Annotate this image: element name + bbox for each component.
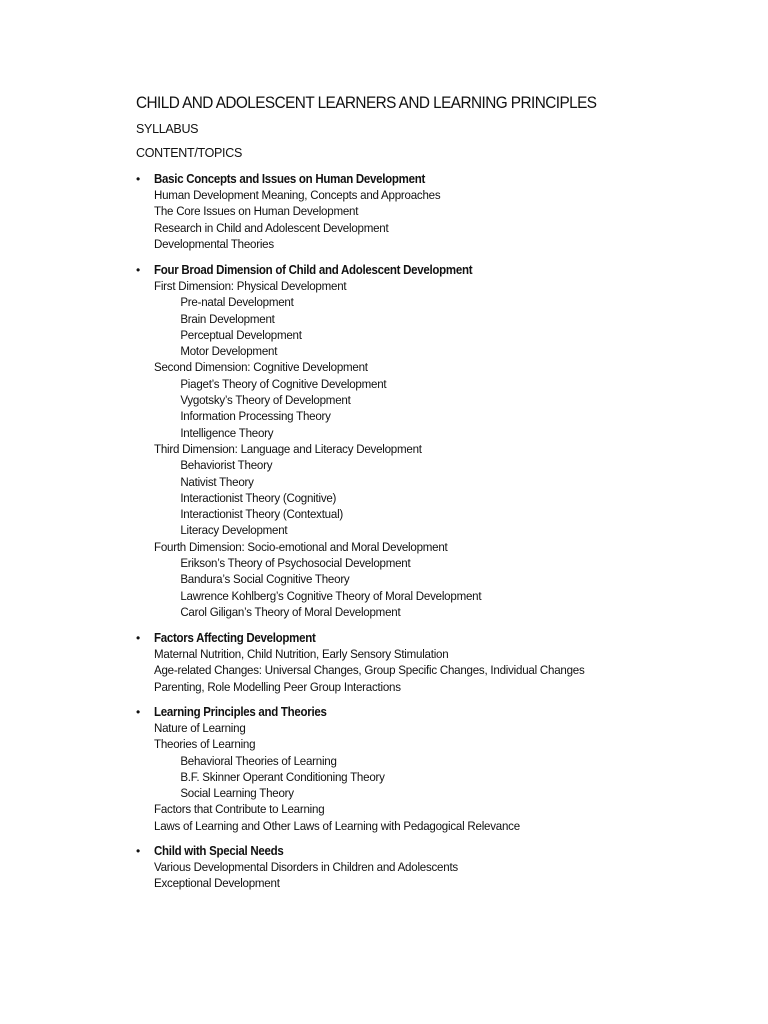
topic-item: Human Development Meaning, Concepts and Approaches [154,188,441,202]
subtopic-item: Information Processing Theory [180,409,331,424]
subtopic-item: Brain Development [180,311,275,326]
bullet-icon: • [136,705,141,719]
bullet-icon: • [136,172,141,186]
subtopic-item: Perceptual Development [180,327,302,342]
subtopic-item: Lawrence Kohlberg’s Cognitive Theory of Moral Development [180,588,482,603]
topic-item: Nature of Learning [154,721,246,735]
topic-lines [154,646,612,695]
topic-item: Laws of Learning and Other Laws of Learning with Pedagogical Relevance [154,818,520,833]
subtopic-item: Carol Giligan’s Theory of Moral Development [180,604,401,619]
topic-item: Maternal Nutrition, Child Nutrition, Early Sensory Stimulation [154,647,449,661]
topic-item: First Dimension: Physical Development [154,279,347,293]
document-title: CHILD AND ADOLESCENT LEARNERS AND LEARNING PRINCIPLES [136,94,597,112]
syllabus-label: SYLLABUS [136,122,199,136]
topic-item: The Core Issues on Human Development [154,204,359,219]
topic-item: Various Developmental Disorders in Children and Adolescents [154,860,458,874]
topic-item: Factors that Contribute to Learning [154,802,325,817]
topic-heading: Factors Affecting Development [154,631,316,645]
bullet-icon: • [136,844,141,858]
subtopic-item: Behaviorist Theory [180,458,273,473]
topic-lines [154,859,477,892]
bullet-icon: • [136,263,141,277]
topic-heading: Four Broad Dimension of Child and Adolescent Development [154,263,473,277]
topic-item: Second Dimension: Cognitive Development [154,360,368,375]
subtopic-item: Interactionist Theory (Contextual) [180,507,344,522]
subtopic-item: Vygotsky’s Theory of Development [180,393,351,408]
subtopic-item: Behavioral Theories of Learning [180,753,337,768]
topic-item: Research in Child and Adolescent Development [154,220,389,235]
content-topics-label: CONTENT/TOPICS [136,146,242,160]
topic-item: Age-related Changes: Universal Changes, Group Specific Changes, Individual Changes [154,663,585,678]
topic-heading: Basic Concepts and Issues on Human Development [154,172,426,186]
bullet-icon: • [136,631,141,645]
subtopic-item: B.F. Skinner Operant Conditioning Theory [180,769,385,784]
topic-lines [154,278,502,620]
topic-lines [154,187,459,252]
topic-item: Fourth Dimension: Socio-emotional and Moral Development [154,539,448,554]
subtopic-item: Pre-natal Development [180,295,294,310]
subtopic-item: Nativist Theory [180,474,254,489]
subtopic-item: Literacy Development [180,523,288,538]
subtopic-item: Motor Development [180,344,278,359]
topic-item: Developmental Theories [154,236,274,251]
topic-item: Parenting, Role Modelling Peer Group Interactions [154,679,401,694]
topic-item: Exceptional Development [154,876,280,891]
subtopic-item: Intelligence Theory [180,425,274,440]
topic-lines [154,720,543,834]
topic-heading: Learning Principles and Theories [154,705,327,719]
topic-item: Theories of Learning [154,737,256,752]
topic-heading: Child with Special Needs [154,844,284,858]
subtopic-item: Social Learning Theory [180,786,294,801]
subtopic-item: Erikson’s Theory of Psychosocial Development [180,556,411,571]
subtopic-item: Interactionist Theory (Cognitive) [180,490,337,505]
subtopic-item: Bandura’s Social Cognitive Theory [180,572,350,587]
topic-item: Third Dimension: Language and Literacy Development [154,441,422,456]
subtopic-item: Piaget’s Theory of Cognitive Development [180,376,387,391]
